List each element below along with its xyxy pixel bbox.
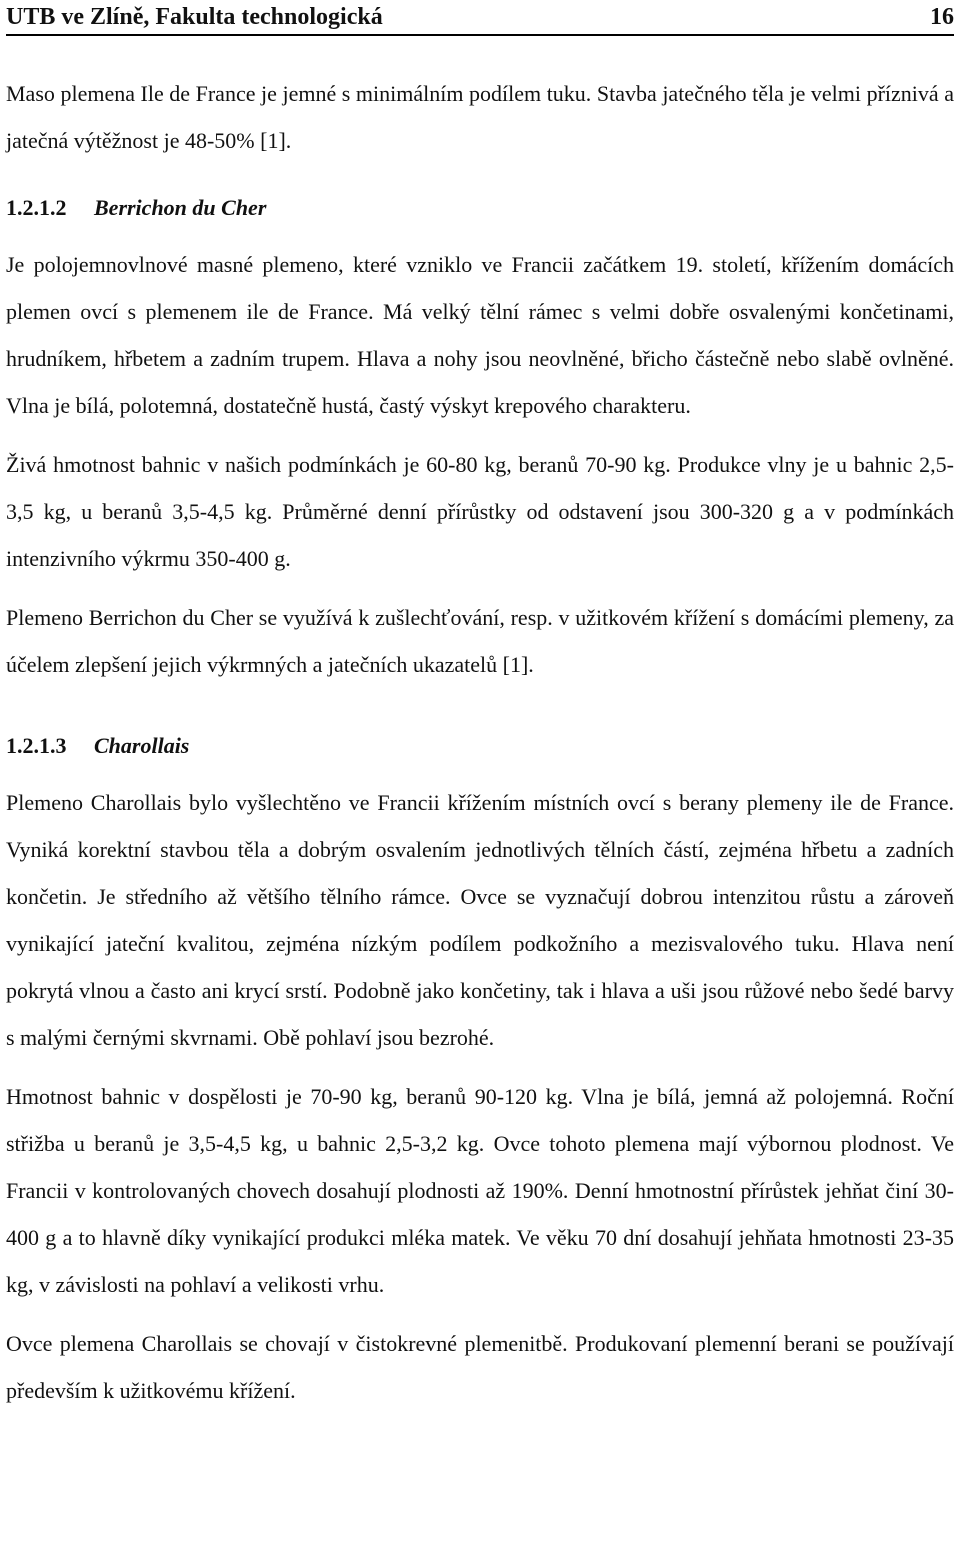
- paragraph-berrichon-3: Plemeno Berrichon du Cher se využívá k zušlechťování, resp. v užitkovém křížení s domácími plemeny, za účelem zlepšení jejich výkrmných a jatečních ukazatelů [1].: [6, 605, 954, 677]
- paragraph-charollais-2: Hmotnost bahnic v dospělosti je 70-90 kg, beranů 90-120 kg. Vlna je bílá, jemná až polojemná. Roční střižba u beranů je 3,5-4,5 kg, u bahnic 2,5-3,2 kg. Ovce tohoto plemena mají výbornou plodnost. Ve Francii v kontrolovaných chovech dosahují plodnosti až 190%. Denní hmotnostní přírůstek jehňat činí 30-400 g a to hlavně díky vynikající produkci mléka matek. Ve věku 70 dní dosahují jehňata hmotnosti 23-35 kg, v závislosti na pohlaví a velikosti vrhu.: [6, 1084, 954, 1297]
- section-title: Charollais: [94, 733, 190, 758]
- page-number: 16: [930, 3, 954, 30]
- paragraph-charollais-1: Plemeno Charollais bylo vyšlechtěno ve Francii křížením místních ovcí s berany plemeny ile de France. Vyniká korektní stavbou těla a dobrým osvalením jednotlivých tělních částí, zejména hřbetu a zadních končetin. Je středního až většího tělního rámce. Ovce se vyznačují dobrou intenzitou růstu a zároveň vynikající jateční kvalitou, zejména nízkým podílem podkožního a mezisvalového tuku. Hlava není pokrytá vlnou a často ani krycí srstí. Podobně jako končetiny, tak i hlava a uši jsou růžové nebo šedé barvy s malými černými skvrnami. Obě pohlaví jsou bezrohé.: [6, 790, 954, 1050]
- paragraph-charollais-3: Ovce plemena Charollais se chovají v čistokrevné plemenitbě. Produkovaní plemenní berani se používají především k užitkovému křížení.: [6, 1331, 954, 1403]
- paragraph-intro: Maso plemena Ile de France je jemné s minimálním podílem tuku. Stavba jatečného těla je velmi příznivá a jatečná výtěžnost je 48-50% [1].: [6, 81, 954, 153]
- document-body: [6, 70, 954, 1414]
- paragraph-berrichon-2: Živá hmotnost bahnic v našich podmínkách je 60-80 kg, beranů 70-90 kg. Produkce vlny je u bahnic 2,5-3,5 kg, u beranů 3,5-4,5 kg. Průměrné denní přírůstky od odstavení jsou 300-320 g a v podmínkách intenzivního výkrmu 350-400 g.: [6, 452, 954, 571]
- section-heading-charollais: [6, 722, 954, 769]
- section-number: 1.2.1.2: [6, 195, 67, 220]
- section-heading-berrichon: [6, 184, 954, 231]
- section-number: 1.2.1.3: [6, 733, 67, 758]
- page-header: [6, 0, 954, 36]
- paragraph-berrichon-1: Je polojemnovlnové masné plemeno, které vzniklo ve Francii začátkem 19. století, křížením domácích plemen ovcí s plemenem ile de France. Má velký tělní rámec s velmi dobře osvalenými končetinami, hrudníkem, hřbetem a zadním trupem. Hlava a nohy jsou neovlněné, břicho částečně nebo slabě ovlněné. Vlna je bílá, polotemná, dostatečně hustá, častý výskyt krepového charakteru.: [6, 252, 954, 418]
- header-title: UTB ve Zlíně, Fakulta technologická: [6, 3, 383, 30]
- section-title: Berrichon du Cher: [94, 195, 267, 220]
